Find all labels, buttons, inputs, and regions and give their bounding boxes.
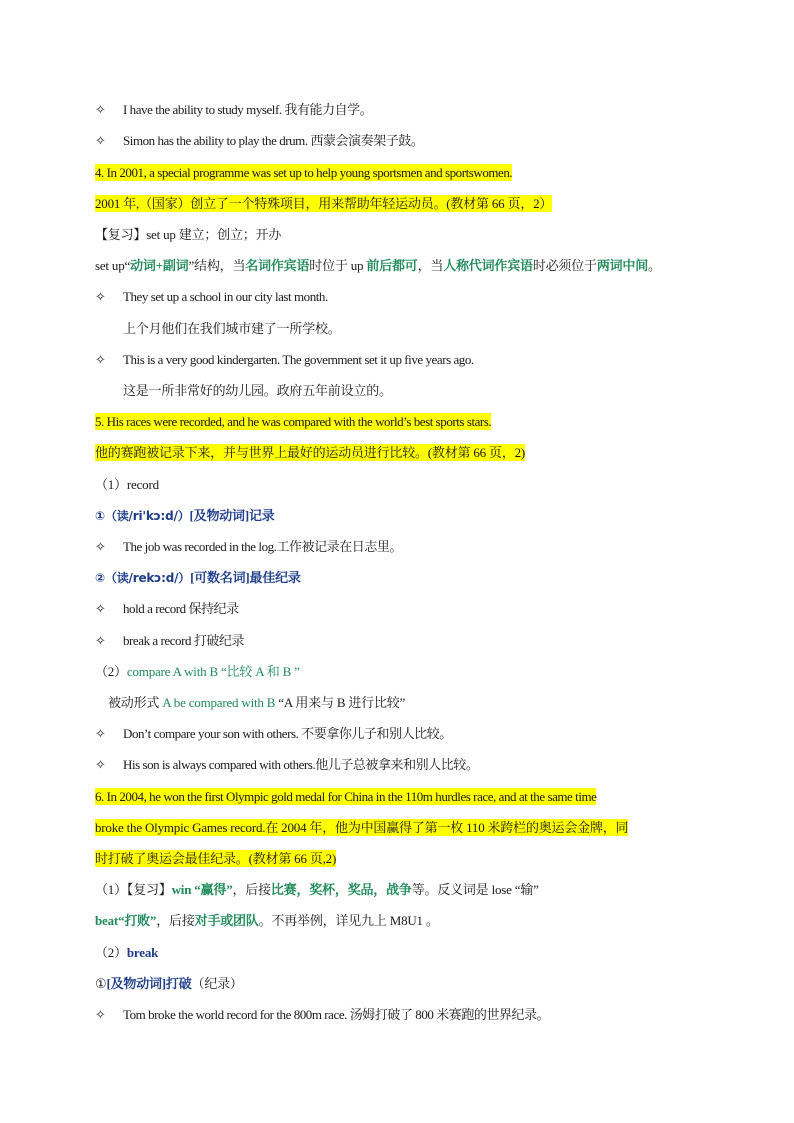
bullet-icon: ✧ [95,540,106,555]
subheading-compare: （2）compare A with B “比较 A 和 B ” [95,664,300,679]
bullet-icon: ✧ [95,758,106,773]
example-sentence: ✧ His son is always compared with others.他儿子总被拿来和别人比较。 [95,757,479,773]
sentence-6-line-3: 时打破了奥运会最佳纪录。(教材第 66 页,2) [95,851,337,866]
bullet-icon: ✧ [95,727,106,742]
bullet-icon: ✧ [95,634,106,649]
sentence-4-chinese: 2001 年,（国家）创立了一个特殊项目，用来帮助年轻运动员。(教材第 66 页，2） [95,196,553,211]
bullet-icon: ✧ [95,353,106,368]
example-translation: 上个月他们在我们城市建了一所学校。 [123,321,341,336]
subheading-break: （2）break [95,945,159,960]
definition-record-verb: ①（读/ri'kɔ:d/）[及物动词]记录 [95,508,275,523]
example-sentence: ✧ They set up a school in our city last month. [95,289,328,305]
sentence-6-line-2: broke the Olympic Games record.在 2004 年，他为中国赢得了第一枚 110 米跨栏的奥运会金牌，同 [95,820,629,835]
bullet-icon: ✧ [95,1008,106,1023]
grammar-note: set up“动词+副词”结构，当名词作宾语时位于 up 前后都可，当人称代词作宾语时必须位于两词中间。 [95,258,661,273]
sentence-6-english: 6. In 2004, he won the first Olympic gold medal for China in the 110m hurdles race, and at the same time [95,789,597,804]
example-sentence: ✧ I have the ability to study myself. 我有能力自学。 [95,102,373,118]
review-heading: 【复习】set up 建立；创立；开办 [95,227,282,242]
bullet-icon: ✧ [95,103,106,118]
subheading-record: （1）record [95,477,159,492]
review-win: （1）【复习】win “赢得”，后接比赛，奖杯，奖品，战争等。反义词是 lose “输” [95,882,539,897]
example-sentence: ✧ This is a very good kindergarten. The government set it up five years ago. [95,352,474,368]
example-sentence: ✧ The job was recorded in the log.工作被记录在日志里。 [95,539,402,555]
example-sentence: ✧ Tom broke the world record for the 800m race. 汤姆打破了 800 米赛跑的世界纪录。 [95,1007,550,1023]
bullet-icon: ✧ [95,602,106,617]
example-translation: 这是一所非常好的幼儿园。政府五年前设立的。 [123,383,392,398]
definition-break-verb: ①[及物动词]打破（纪录） [95,976,243,991]
review-beat: beat“打败”，后接对手或团队。不再举例，详见九上 M8U1 。 [95,913,439,928]
passive-form-note: 被动形式 A be compared with B “A 用来与 B 进行比较” [108,695,406,710]
example-sentence: ✧ Don’t compare your son with others. 不要拿你儿子和别人比较。 [95,726,452,742]
example-sentence: ✧ break a record 打破纪录 [95,633,245,649]
example-sentence: ✧ hold a record 保持纪录 [95,601,239,617]
example-sentence: ✧ Simon has the ability to play the drum. 西蒙会演奏架子鼓。 [95,133,424,149]
sentence-5-english: 5. His races were recorded, and he was compared with the world’s best sports stars. [95,414,492,429]
sentence-5-chinese: 他的赛跑被记录下来，并与世界上最好的运动员进行比较。(教材第 66 页，2) [95,445,526,460]
sentence-4-english: 4. In 2001, a special programme was set up to help young sportsmen and sportswomen. [95,165,513,180]
definition-record-noun: ②（读/rekɔ:d/）[可数名词]最佳纪录 [95,570,301,585]
bullet-icon: ✧ [95,290,106,305]
bullet-icon: ✧ [95,134,106,149]
